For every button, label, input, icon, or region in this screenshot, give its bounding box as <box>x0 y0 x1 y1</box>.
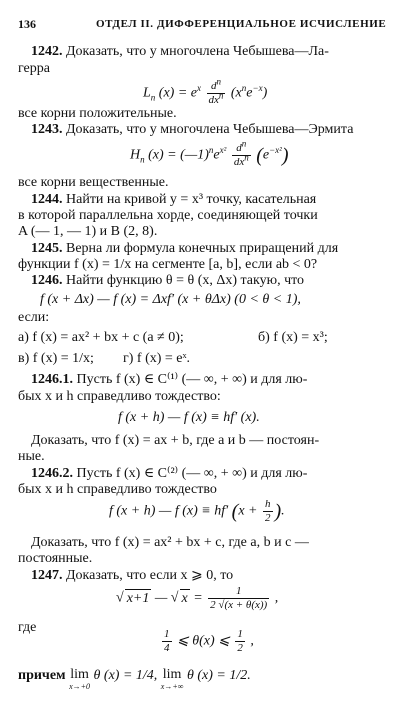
page-number: 136 <box>18 17 36 31</box>
problem-1243-line-1: 1243. Доказать, что у многочлена Чебышева—Эрмита <box>31 122 354 137</box>
problem-number: 1245. <box>31 241 63 256</box>
formula-finite-increments: f (x + Δx) — f (x) = Δxf′ (x + θΔx) (0 < θ < 1), <box>40 292 301 307</box>
problem-1243-conclusion: все корни вещественные. <box>18 175 169 190</box>
problem-number: 1246.2. <box>31 466 73 481</box>
formula-theta-bounds: $\frac{1}{4}$ ⩽ θ(x) ⩽ $\frac{1}{2}$ , <box>164 628 254 654</box>
formula-identity-2: f (x + h) — f (x) ≡ hf′ (x + $\frac{h}{2}$ ). <box>109 498 285 524</box>
problem-1242-line-2: герра <box>18 61 50 76</box>
page-header <box>18 17 410 33</box>
problem-number: 1244. <box>31 192 63 207</box>
problem-1244-line-3: A (— 1, — 1) и B (2, 8). <box>18 224 158 239</box>
running-title: ОТДЕЛ II. ДИФФЕРЕНЦИАЛЬНОЕ ИСЧИСЛЕНИЕ <box>96 18 387 30</box>
problem-1246-case-g: г) f (x) = eˣ. <box>123 351 191 366</box>
problem-1245-line-1: 1245. Верна ли формула конечных приращений для <box>31 241 339 256</box>
problem-1246-2-line-4: постоянные. <box>18 551 93 566</box>
problem-1246-1-line-4: ные. <box>18 449 45 464</box>
problem-1246-line-1: 1246. Найти функцию θ = θ (x, Δx) такую, что <box>31 273 305 288</box>
problem-1246-2-line-2: бых x и h справедливо тождество <box>18 482 217 497</box>
problem-1247-line-1: 1247. Доказать, что если x ⩾ 0, то <box>31 568 234 583</box>
problem-number: 1246.1. <box>31 372 73 387</box>
problem-1247-limits: причем lim x→+0 θ (x) = 1/4, lim x→+∞ θ (x) = 1/2. <box>18 667 251 691</box>
word-prichem: причем <box>18 668 66 683</box>
problem-1244-line-2: в которой параллельна хорде, соединяющей точки <box>18 208 318 223</box>
problem-1246-1-line-2: бых x и h справедливо тождество: <box>18 389 221 404</box>
problem-1246-case-v: в) f (x) = 1/x; <box>18 351 94 366</box>
problem-1245-line-2: функции f (x) = 1/x на сегменте [a, b], если ab < 0? <box>18 257 318 272</box>
problem-number: 1243. <box>31 122 63 137</box>
problem-number: 1242. <box>31 44 63 59</box>
limit-1: lim x→+0 <box>69 667 91 691</box>
problem-1246-case-a: а) f (x) = ax² + bx + c (a ≠ 0); <box>18 330 184 345</box>
limit-2: lim x→+∞ <box>160 667 184 691</box>
formula-laguerre: $L_n$ $(x) = e^x$ $\frac{d^n}{dx^n}$ $(x^ne^{-x})$ <box>143 76 268 106</box>
problem-1246-case-b: б) f (x) = x³; <box>258 330 328 345</box>
problem-1246-2-line-1: 1246.2. Пусть f (x) ∈ C⁽²⁾ (— ∞, + ∞) и для лю- <box>31 466 308 481</box>
problem-1242-line-1: 1242. Доказать, что у многочлена Чебышева—Ла- <box>31 44 329 59</box>
problem-1247-gde: где <box>18 620 37 635</box>
problem-1242-conclusion: все корни положительные. <box>18 106 177 121</box>
formula-identity-1: f (x + h) — f (x) ≡ hf′ (x). <box>118 410 260 425</box>
formula-sqrt-difference: √ x+1 — √ x = $\frac{1}{2 √(x + \theta(x))}$ , <box>116 585 279 611</box>
problem-1246-1-line-1: 1246.1. Пусть f (x) ∈ C⁽¹⁾ (— ∞, + ∞) и для лю- <box>31 372 308 387</box>
problem-number: 1246. <box>31 273 63 288</box>
problem-1246-1-line-3: Доказать, что f (x) = ax + b, где a и b — постоян- <box>31 433 320 448</box>
problem-1244-line-1: 1244. Найти на кривой y = x³ точку, касательная <box>31 192 317 207</box>
problem-1246-esli: если: <box>18 310 50 325</box>
formula-hermite: $H_n$ $(x) = (—1)^ne^{x^2}$ $\frac{d^n}{dx^n}$ $(e^{-x^2})$ <box>130 138 289 168</box>
problem-1246-2-line-3: Доказать, что f (x) = ax² + bx + c, где a, b и c — <box>31 535 309 550</box>
problem-number: 1247. <box>31 568 63 583</box>
